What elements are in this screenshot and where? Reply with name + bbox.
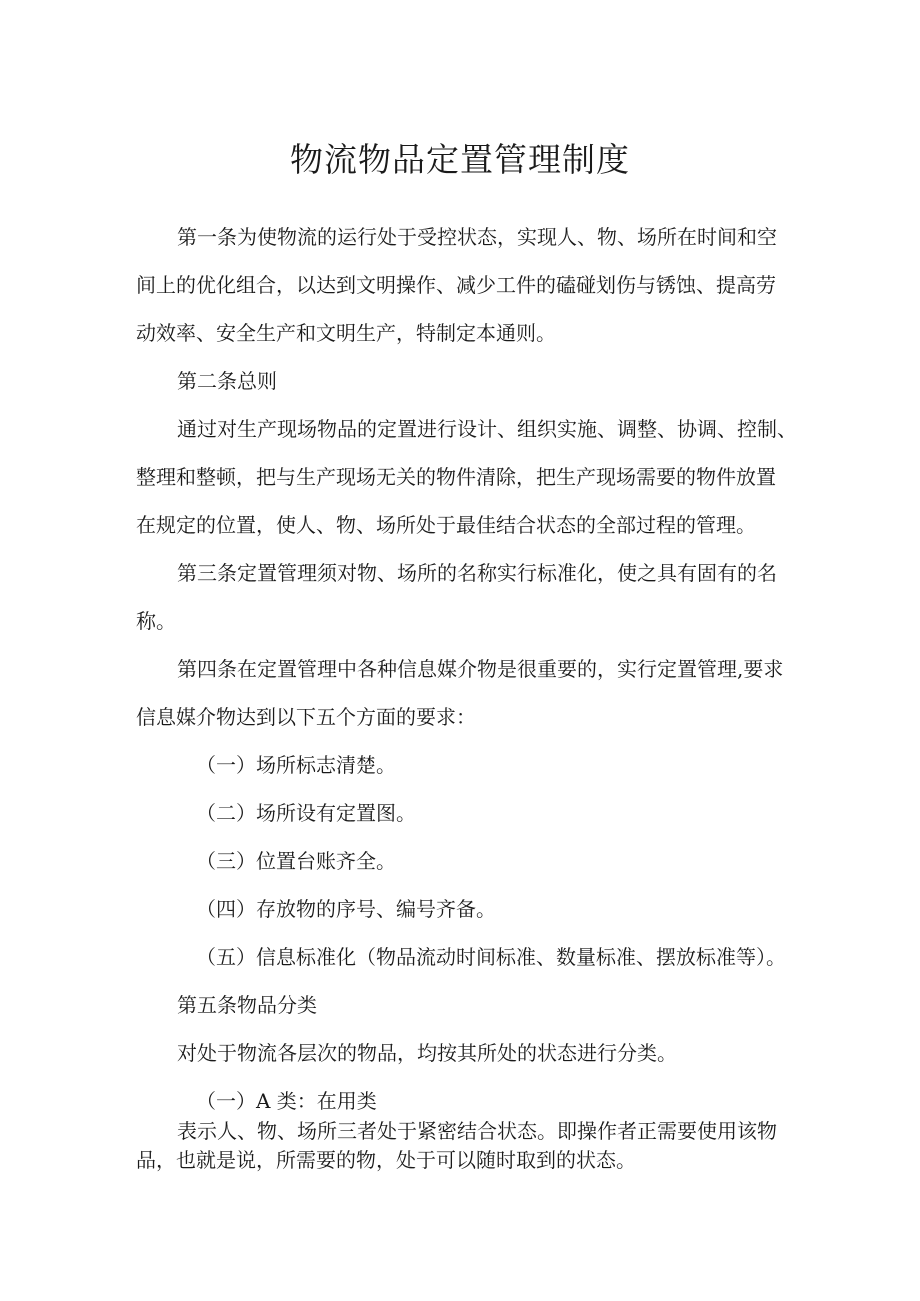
- category-a-paragraph: [136, 1117, 796, 1175]
- text-line: 通过对生产现场物品的定置进行设计、组织实施、调整、协调、控制、: [177, 417, 797, 441]
- requirements-list: [136, 741, 796, 981]
- article-5-paragraph: [136, 1029, 796, 1077]
- list-item: （五）信息标准化（物品流动时间标准、数量标准、摆放标准等）。: [196, 945, 786, 969]
- text-line: 在规定的位置，使人、物、场所处于最佳结合状态的全部过程的管理。: [136, 513, 756, 537]
- document-title: 物流物品定置管理制度: [290, 140, 630, 179]
- text-line: 信息媒介物达到以下五个方面的要求：: [136, 705, 476, 729]
- list-item: （一）场所标志清楚。: [196, 753, 396, 777]
- text-line: （一）A 类：在用类: [196, 1089, 377, 1113]
- text-line: 品，也就是说，所需要的物，处于可以随时取到的状态。: [136, 1148, 636, 1172]
- text-line: 间上的优化组合，以达到文明操作、减少工件的磕碰划伤与锈蚀、提高劳: [136, 273, 776, 297]
- text-line: 第一条为使物流的运行处于受控状态，实现人、物、场所在时间和空: [177, 225, 777, 249]
- list-item: （二）场所设有定置图。: [196, 801, 416, 825]
- text-line: 表示人、物、场所三者处于紧密结合状态。即操作者正需要使用该物: [177, 1119, 777, 1143]
- text-line: 称。: [136, 609, 176, 633]
- text-line: 第二条总则: [177, 369, 277, 393]
- article-3-paragraph: [136, 549, 796, 645]
- text-line: 第五条物品分类: [177, 993, 317, 1017]
- text-line: 第三条定置管理须对物、场所的名称实行标准化，使之具有固有的名: [177, 561, 777, 585]
- article-1-paragraph: [136, 213, 796, 357]
- list-item: （三）位置台账齐全。: [196, 849, 396, 873]
- list-item: （四）存放物的序号、编号齐备。: [196, 897, 496, 921]
- article-4-paragraph: [136, 645, 796, 741]
- text-line: 动效率、安全生产和文明生产，特制定本通则。: [136, 321, 556, 345]
- text-line: 第四条在定置管理中各种信息媒介物是很重要的，实行定置管理,要求: [177, 657, 784, 681]
- text-line: 整理和整顿，把与生产现场无关的物件清除，把生产现场需要的物件放置: [136, 465, 776, 489]
- article-5-heading: [136, 981, 796, 1029]
- article-2-heading: [136, 357, 796, 405]
- text-line: 对处于物流各层次的物品，均按其所处的状态进行分类。: [177, 1041, 677, 1065]
- article-2-paragraph: [136, 405, 796, 549]
